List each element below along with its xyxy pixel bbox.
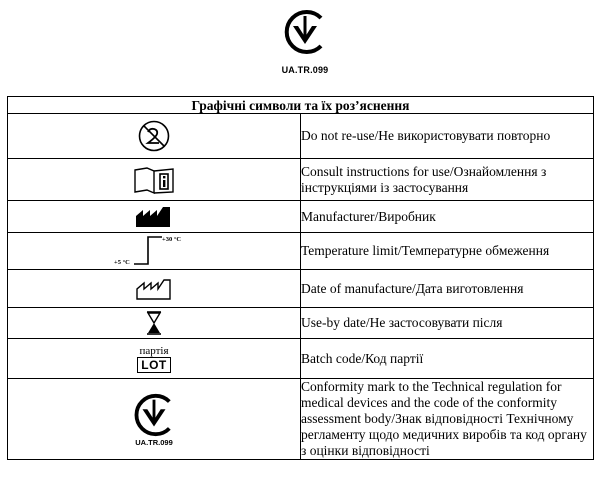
table-row [8,201,594,233]
table-row [8,114,594,159]
table-row [8,308,594,339]
symbol-cell [8,270,301,308]
manufacturer-icon [135,206,173,228]
table-row [8,339,594,379]
table-title: Графічні символи та їх роз’яснення [8,97,594,114]
ua-conformity-mark-icon [131,392,177,438]
description-cell: Date of manufacture/Дата виготовлення [301,270,594,308]
header-conformity-mark [270,8,340,78]
symbol-cell [8,308,301,339]
symbol-cell [8,114,301,159]
temp-high-label: +30 °C [162,236,182,243]
lot-caption: партія [139,344,169,357]
description-cell: Temperature limit/Температурне обмеження [301,233,594,270]
batch-code-icon [8,345,300,373]
do-not-reuse-icon [137,119,171,153]
lot-box: LOT [137,357,171,373]
symbol-cell [8,233,301,270]
symbol-cell [8,201,301,233]
ua-conformity-mark-icon [281,8,329,56]
description-cell: Conformity mark to the Technical regulation for medical devices and the code of the conformity assessment body/Знак відповідності Технічному регламенту щодо медичних виробів та код органу з оцінки відповідності [301,379,594,460]
table-row [8,379,594,460]
description-cell: Use-by date/Не застосовувати після [301,308,594,339]
symbol-cell [8,159,301,201]
temp-low-label: +5 °C [114,259,130,266]
description-cell: Do not re-use/Не використовувати повторно [301,114,594,159]
description-cell: Batch code/Код партії [301,339,594,379]
table-row [8,159,594,201]
temperature-limit-icon [114,234,194,268]
description-cell: Consult instructions for use/Ознайомлення з інструкціями із застосування [301,159,594,201]
conformity-mark-code: UA.TR.099 [135,437,173,447]
consult-instructions-icon [133,165,175,195]
description-cell: Manufacturer/Виробник [301,201,594,233]
date-of-manufacture-icon [135,277,173,301]
symbol-cell [8,339,301,379]
symbol-cell [8,379,301,460]
header-mark-code: UA.TR.099 [281,65,329,75]
table-row [8,270,594,308]
symbols-table [7,96,594,460]
use-by-date-icon [145,310,163,336]
table-row [8,233,594,270]
